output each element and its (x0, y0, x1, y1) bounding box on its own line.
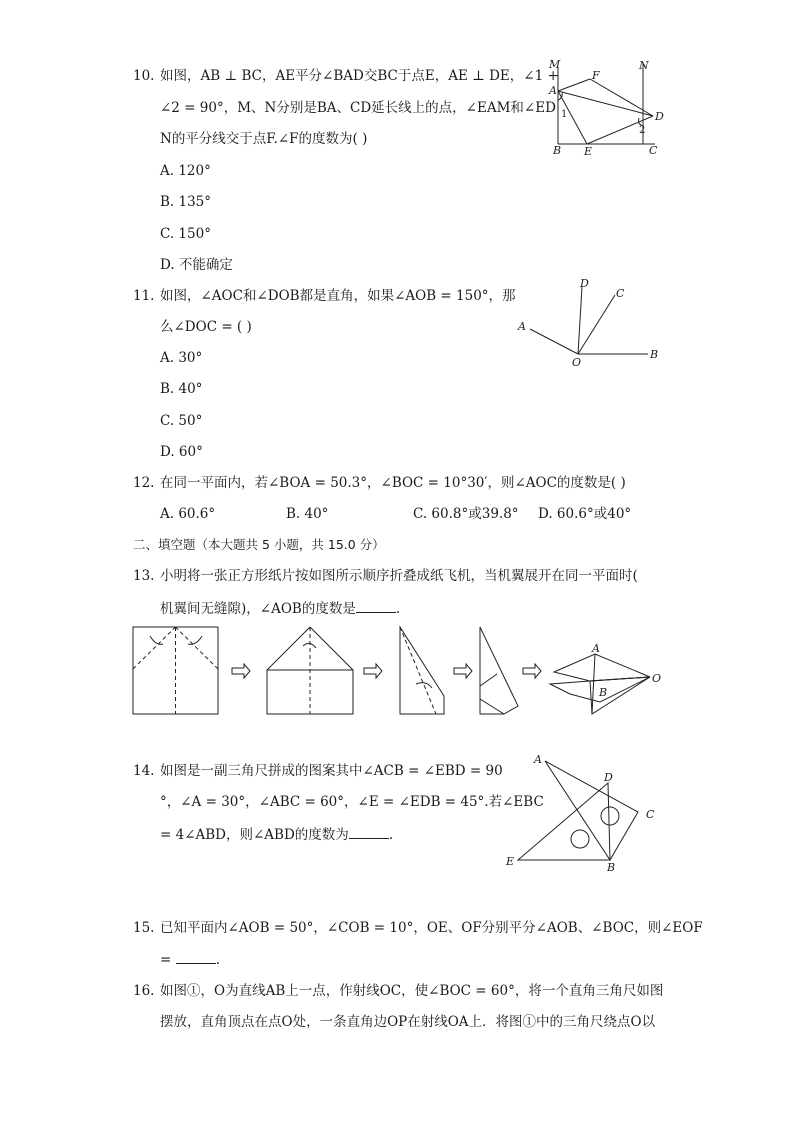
q10-option-c: C. 150° (160, 226, 211, 242)
q10-label-e: E (584, 145, 593, 158)
q14-label-e: E (506, 855, 515, 868)
q13-number: 13. (133, 568, 155, 584)
q11-label-b: B (650, 348, 659, 361)
q15-number: 15. (133, 920, 155, 936)
q15-text-line2-content: = (160, 952, 172, 968)
q14-label-d: D (604, 771, 613, 784)
q16-text-line1: 如图①，O为直线AB上一点，作射线OC，使∠BOC = 60°，将一个直角三角尺如图 (160, 983, 664, 999)
q13-answer-blank (356, 599, 396, 613)
q11-label-a: A (518, 320, 526, 333)
q10-option-a: A. 120° (160, 163, 211, 179)
q15-text-line2: = . (160, 952, 220, 968)
q12-text-line1: 在同一平面内，若∠BOA = 50.3°，∠BOC = 10°30′，则∠AOC的度数是( ) (160, 475, 626, 491)
q16-text-line2: 摆放，直角顶点在点O处，一条直角边OP在射线OA上．将图①中的三角尺绕点O以 (160, 1014, 656, 1030)
q10-label-b: B (553, 144, 562, 157)
q11-option-b: B. 40° (160, 381, 203, 397)
q10-label-angle2: 2 (639, 125, 646, 136)
q11-option-c: C. 50° (160, 413, 203, 429)
q10-text-line1: 如图，AB ⊥ BC，AE平分∠BAD交BC于点E，AE ⊥ DE，∠1 + (160, 68, 559, 84)
q15-text-line1: 已知平面内∠AOB = 50°，∠COB = 10°，OE、OF分别平分∠AOB、∠BOC，则∠EOF (160, 920, 703, 936)
q10-label-m: M (549, 58, 561, 71)
q13-label-a: A (592, 642, 600, 655)
q12-option-b: B. 40° (286, 506, 329, 522)
q14-label-b: B (607, 861, 616, 874)
q14-text-line3-content: = 4∠ABD，则∠ABD的度数为 (160, 827, 349, 843)
q10-number: 10. (133, 68, 155, 84)
q11-label-c: C (616, 287, 625, 300)
q10-label-n: N (639, 59, 649, 72)
q10-text-line2: ∠2 = 90°，M、N分别是BA、CD延长线上的点，∠EAM和∠ED (160, 100, 556, 116)
q12-option-d: D. 60.6°或40° (538, 506, 632, 522)
q13-text-line2: 机翼间无缝隙)，∠AOB的度数是 . (160, 601, 401, 617)
q11-figure (510, 275, 670, 375)
q13-figure (130, 624, 670, 719)
q10-option-d: D. 不能确定 (160, 257, 233, 273)
q14-text-line1: 如图是一副三角尺拼成的图案其中∠ACB = ∠EBD = 90 (160, 763, 503, 779)
q11-label-d: D (580, 277, 589, 290)
q13-text-line2-content: 机翼间无缝隙)，∠AOB的度数是 (160, 601, 356, 617)
q10-label-f: F (592, 69, 600, 82)
q11-number: 11. (133, 288, 155, 304)
q11-option-a: A. 30° (160, 350, 203, 366)
q14-text-line3: = 4∠ABD，则∠ABD的度数为 . (160, 827, 394, 843)
q14-figure (500, 750, 670, 880)
q14-answer-blank (349, 825, 389, 839)
q11-text-line1: 如图，∠AOC和∠DOB都是直角，如果∠AOB = 150°，那 (160, 288, 516, 304)
q12-option-c: C. 60.8°或39.8° (413, 506, 519, 522)
q11-text-line2: 么∠DOC = ( ) (160, 319, 252, 335)
q12-number: 12. (133, 475, 155, 491)
q10-option-b: B. 135° (160, 194, 212, 210)
q10-label-angle1: 1 (561, 109, 568, 120)
q15-answer-blank (176, 950, 216, 964)
q10-text-line3: N的平分线交于点F.∠F的度数为( ) (160, 131, 368, 147)
q12-option-a: A. 60.6° (160, 506, 216, 522)
q10-label-d: D (655, 110, 664, 123)
q14-label-c: C (646, 808, 655, 821)
q11-option-d: D. 60° (160, 444, 203, 460)
q10-figure (545, 58, 670, 158)
q11-label-o: O (572, 356, 582, 369)
q14-number: 14. (133, 763, 155, 779)
q14-text-line2: °，∠A = 30°，∠ABC = 60°，∠E = ∠EDB = 45°.若∠EBC (160, 794, 544, 810)
q10-label-c: C (649, 144, 658, 157)
q13-text-line1: 小明将一张正方形纸片按如图所示顺序折叠成纸飞机，当机翼展开在同一平面时( (160, 568, 638, 584)
q14-label-a: A (534, 753, 542, 766)
q16-number: 16. (133, 983, 155, 999)
q13-label-b: B (599, 686, 608, 699)
section-heading-fill-in: 二、填空题（本大题共 5 小题，共 15.0 分） (133, 537, 385, 552)
q13-label-o: O (652, 672, 662, 685)
q10-label-a: A (549, 84, 557, 97)
